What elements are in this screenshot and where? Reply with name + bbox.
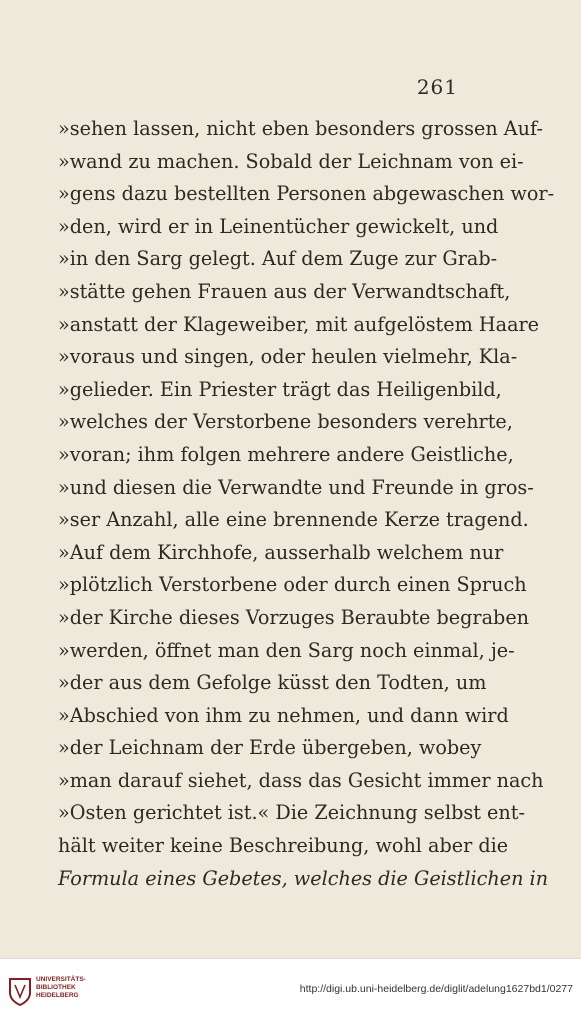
text-line: »den, wird er in Leinentücher gewickelt, und [58, 214, 499, 238]
text-line: hält weiter keine Beschreibung, wohl aber die [58, 834, 509, 858]
text-line: »wand zu machen. Sobald der Leichnam von ei- [58, 149, 524, 173]
text-line: »in den Sarg gelegt. Auf dem Zuge zur Grab- [58, 247, 498, 271]
text-line: »Osten gerichtet ist.« Die Zeichnung selbst ent- [58, 801, 525, 825]
text-line: »Abschied von ihm zu nehmen, und dann wird [58, 703, 509, 727]
text-line: »voran; ihm folgen mehrere andere Geistliche, [58, 442, 514, 466]
text-line: »gens dazu bestellten Personen abgewaschen wor- [58, 182, 555, 206]
body-text [58, 113, 555, 895]
university-seal-icon [8, 977, 32, 1007]
library-name-line: HEIDELBERG [36, 992, 79, 999]
text-line: »anstatt der Klageweiber, mit aufgelöstem Haare [58, 312, 540, 336]
text-line: »und diesen die Verwandte und Freunde in gros- [58, 475, 534, 499]
text-line: »plötzlich Verstorbene oder durch einen Spruch [58, 573, 527, 597]
page-number: 261 [416, 75, 458, 99]
text-line: »ser Anzahl, alle eine brennende Kerze tragend. [58, 508, 529, 532]
text-line: »der Kirche dieses Vorzuges Beraubte begraben [58, 605, 530, 629]
text-line: »gelieder. Ein Priester trägt das Heiligenbild, [58, 377, 502, 401]
text-line: »werden, öffnet man den Sarg noch einmal, je- [58, 638, 515, 662]
text-line: »der aus dem Gefolge küsst den Todten, um [58, 671, 487, 695]
text-line: »welches der Verstorbene besonders verehrte, [58, 410, 513, 434]
text-line: »Auf dem Kirchhofe, ausserhalb welchem nur [58, 540, 504, 564]
text-line: »sehen lassen, nicht eben besonders grossen Auf- [58, 117, 543, 140]
library-name-line: UNIVERSITÄTS- [36, 976, 86, 983]
text-line: »man darauf siehet, dass das Gesicht immer nach [58, 768, 544, 792]
text-line-italic: Formula eines Gebetes, welches die Geistlichen in [58, 866, 549, 890]
library-name [36, 976, 86, 1000]
text-line: »stätte gehen Frauen aus der Verwandtschaft, [58, 279, 511, 303]
permalink-url[interactable]: http://digi.ub.uni-heidelberg.de/diglit/adelung1627bd1/0277 [299, 983, 573, 995]
text-line: »der Leichnam der Erde übergeben, wobey [58, 736, 482, 760]
text-line: »voraus und singen, oder heulen vielmehr, Kla- [58, 345, 518, 369]
library-name-line: BIBLIOTHEK [36, 984, 76, 991]
viewer-footer [0, 958, 581, 1017]
